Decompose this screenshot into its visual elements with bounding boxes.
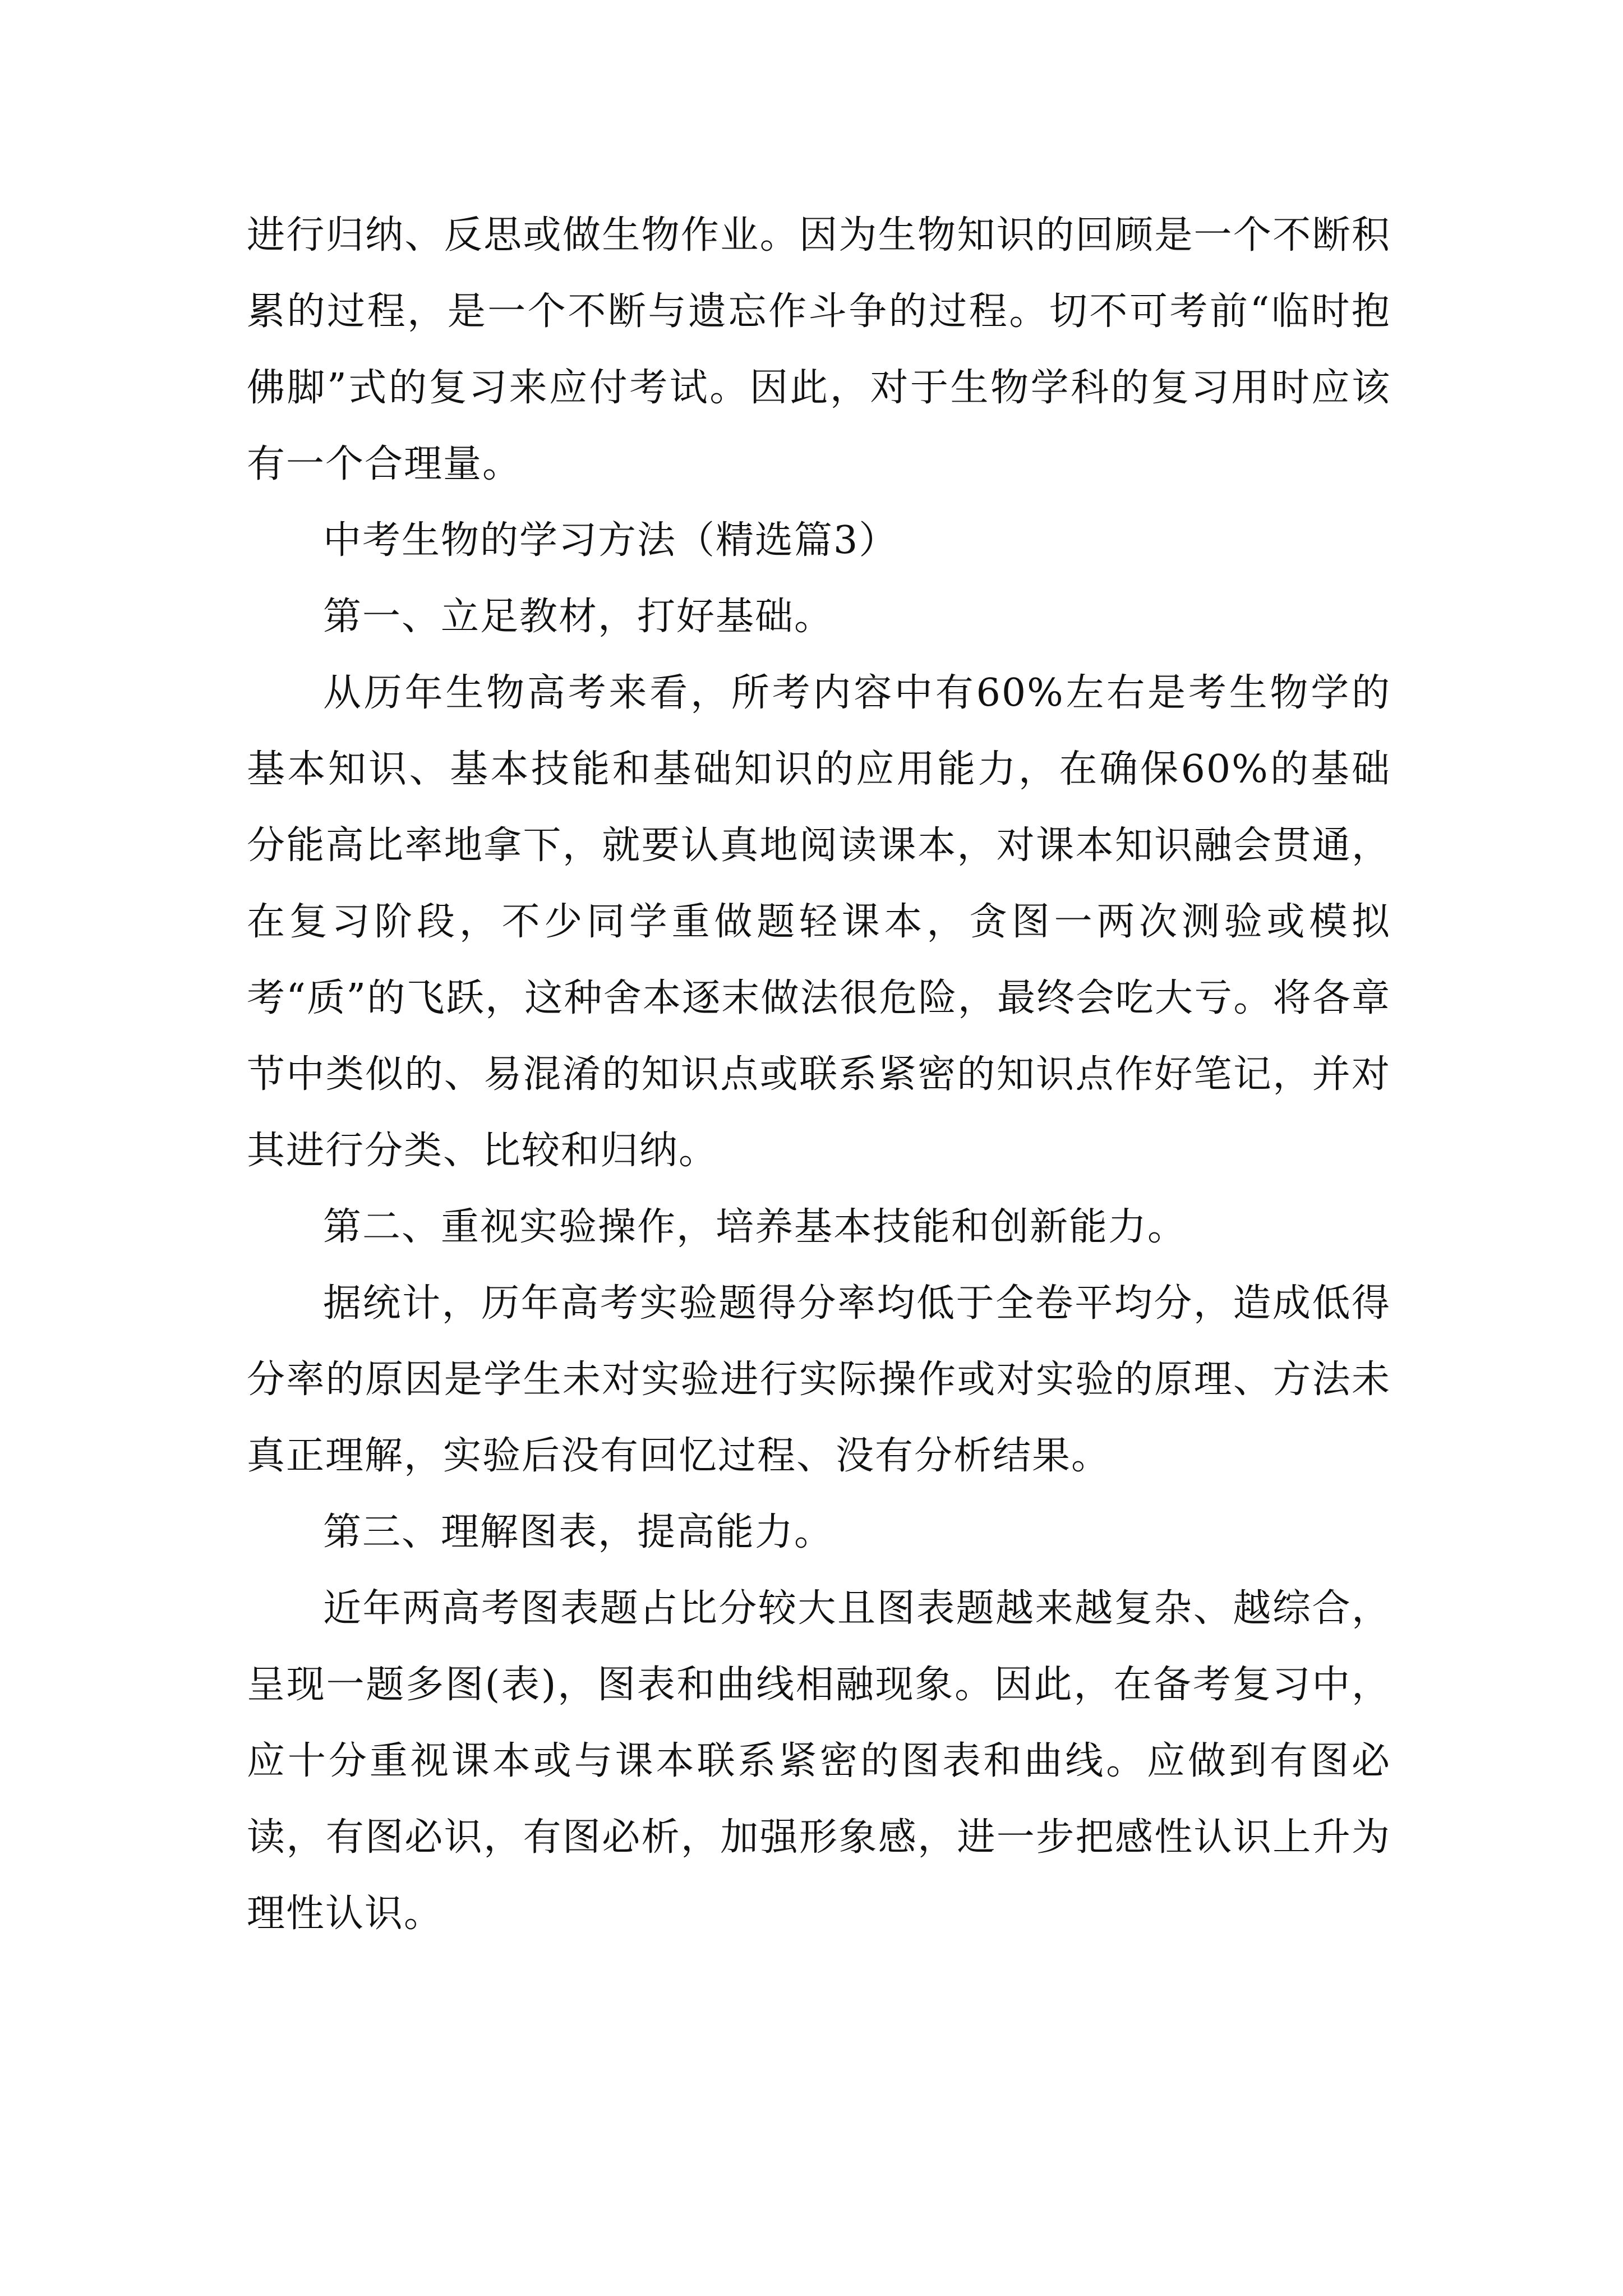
- point-three-heading: 第三、理解图表，提高能力。: [323, 1510, 834, 1554]
- paragraph-textbook-basics: 从历年生物高考来看，所考内容中有60%左右是考生物学的基本知识、基本技能和基础知识的应用能力，在确保60%的基础分能高比率地拿下，就要认真地阅读课本，对课本知识融会贯通，在复习阶段，不少同学重做题轻课本，贪图一两次测验或模拟考“质”的飞跃，这种舍本逐末做法很危险，最终会吃大亏。将各章节中类似的、易混淆的知识点或联系紧密的知识点作好笔记，并对其进行分类、比较和归纳。: [247, 671, 1391, 1173]
- paragraph-charts: 近年两高考图表题占比分较大且图表题越来越复杂、越综合，呈现一题多图(表)，图表和曲线相融现象。因此，在备考复习中，应十分重视课本或与课本联系紧密的图表和曲线。应做到有图必读，有图必识，有图必析，加强形象感，进一步把感性认识上升为理性认识。: [247, 1586, 1391, 1936]
- paragraph-experiments: 据统计，历年高考实验题得分率均低于全卷平均分，造成低得分率的原因是学生未对实验进行实际操作或对实验的原理、方法未真正理解，实验后没有回忆过程、没有分析结果。: [247, 1281, 1391, 1478]
- point-one-heading: 第一、立足教材，打好基础。: [323, 595, 834, 639]
- point-two-heading: 第二、重视实验操作，培养基本技能和创新能力。: [323, 1205, 1187, 1249]
- document-body: [247, 197, 1391, 1952]
- paragraph-review-process: 进行归纳、反思或做生物作业。因为生物知识的回顾是一个不断积累的过程，是一个不断与遗忘作斗争的过程。切不可考前“临时抱佛脚”式的复习来应付考试。因此，对于生物学科的复习用时应该有一个合理量。: [247, 213, 1391, 486]
- section-title-method-3: 中考生物的学习方法（精选篇3）: [323, 518, 898, 563]
